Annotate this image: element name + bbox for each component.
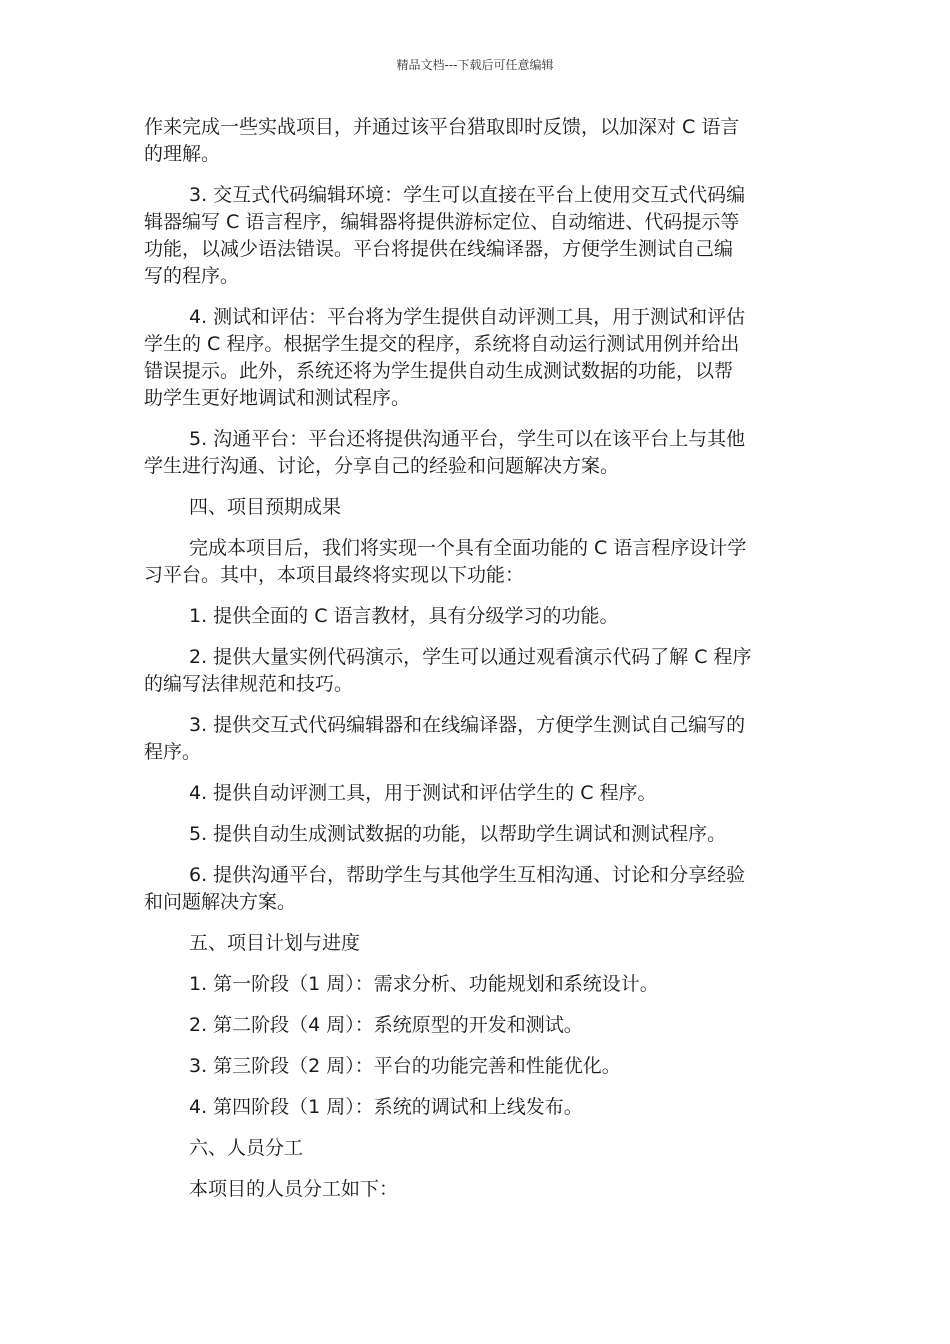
paragraph (144, 494, 804, 521)
text-line: 1. 提供全面的 C 语言教材，具有分级学习的功能。 (189, 605, 619, 627)
text-line: 5. 沟通平台：平台还将提供沟通平台，学生可以在该平台上与其他 (189, 428, 746, 450)
text-line: 完成本项目后，我们将实现一个具有全面功能的 C 语言程序设计学 (189, 537, 747, 559)
text-line: 的理解。 (144, 143, 221, 165)
paragraph (144, 1012, 804, 1039)
text-line: 六、人员分工 (189, 1137, 304, 1159)
paragraph (144, 862, 804, 916)
paragraph (144, 535, 804, 589)
text-line: 四、项目预期成果 (189, 496, 342, 518)
paragraph (144, 780, 804, 807)
text-line: 5. 提供自动生成测试数据的功能，以帮助学生调试和测试程序。 (189, 823, 727, 845)
paragraph (144, 603, 804, 630)
text-line: 和问题解决方案。 (144, 891, 297, 913)
text-line: 助学生更好地调试和测试程序。 (144, 387, 411, 409)
text-line: 的编写法律规范和技巧。 (144, 673, 354, 695)
paragraph (144, 712, 804, 766)
paragraph (144, 930, 804, 957)
paragraph (144, 1094, 804, 1121)
paragraph (144, 1053, 804, 1080)
text-line: 3. 第三阶段（2 周）：平台的功能完善和性能优化。 (189, 1055, 621, 1077)
text-line: 本项目的人员分工如下： (189, 1178, 399, 1200)
text-line: 4. 测试和评估：平台将为学生提供自动评测工具，用于测试和评估 (189, 306, 746, 328)
paragraph (144, 182, 804, 290)
paragraph (144, 114, 804, 168)
text-line: 2. 第二阶段（4 周）：系统原型的开发和测试。 (189, 1014, 583, 1036)
paragraph (144, 821, 804, 848)
text-line: 3. 提供交互式代码编辑器和在线编译器，方便学生测试自己编写的 (189, 714, 746, 736)
text-line: 2. 提供大量实例代码演示，学生可以通过观看演示代码了解 C 程序 (189, 646, 752, 668)
paragraph (144, 644, 804, 698)
text-line: 学生进行沟通、讨论，分享自己的经验和问题解决方案。 (144, 455, 620, 477)
text-line: 五、项目计划与进度 (189, 932, 361, 954)
text-line: 4. 第四阶段（1 周）：系统的调试和上线发布。 (189, 1096, 583, 1118)
text-line: 辑器编写 C 语言程序，编辑器将提供游标定位、自动缩进、代码提示等 (144, 211, 740, 233)
paragraph (144, 1176, 804, 1203)
paragraph (144, 426, 804, 480)
page-header: 精品文档---下载后可任意编辑 (396, 58, 554, 72)
paragraph (144, 971, 804, 998)
text-line: 程序。 (144, 741, 202, 763)
text-line: 6. 提供沟通平台，帮助学生与其他学生互相沟通、讨论和分享经验 (189, 864, 746, 886)
text-line: 1. 第一阶段（1 周）：需求分析、功能规划和系统设计。 (189, 973, 659, 995)
text-line: 4. 提供自动评测工具，用于测试和评估学生的 C 程序。 (189, 782, 657, 804)
text-line: 作来完成一些实战项目，并通过该平台猎取即时反馈，以加深对 C 语言 (144, 116, 740, 138)
paragraph (144, 304, 804, 412)
paragraph (144, 1135, 804, 1162)
text-line: 错误提示。此外，系统还将为学生提供自动生成测试数据的功能，以帮 (144, 360, 734, 382)
text-line: 3. 交互式代码编辑环境：学生可以直接在平台上使用交互式代码编 (189, 184, 746, 206)
text-line: 习平台。其中，本项目最终将实现以下功能： (144, 564, 525, 586)
text-line: 功能，以减少语法错误。平台将提供在线编译器，方便学生测试自己编 (144, 238, 734, 260)
text-line: 写的程序。 (144, 265, 240, 287)
document-body (144, 114, 804, 1217)
text-line: 学生的 C 程序。根据学生提交的程序，系统将自动运行测试用例并给出 (144, 333, 740, 355)
